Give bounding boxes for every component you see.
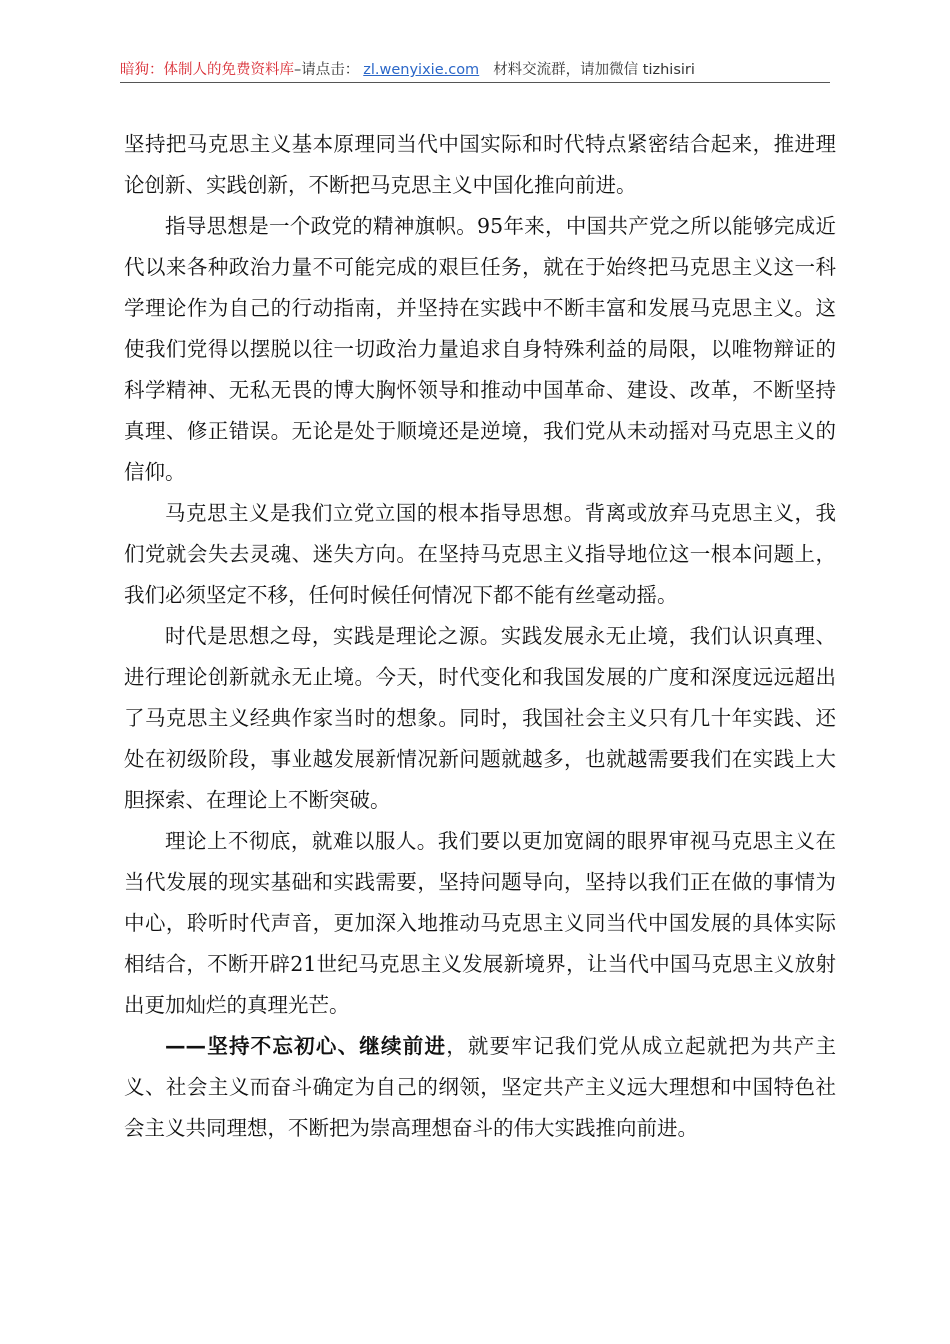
header-brand: 暗狗：体制人的免费资料库 <box>120 62 294 78</box>
paragraph-text: ，就要牢记我们党从成立起就把为共产主义、社会主义而奋斗确定为自己的纲领，坚定共产主义远大理想和中国特色社会主义共同理想，不断把为崇高理想奋斗的伟大实践推向前进。 <box>124 1034 837 1140</box>
article-body <box>124 124 836 1149</box>
header-wechat-note: 材料交流群，请加微信 tizhisiri <box>493 62 695 78</box>
header-click-prompt: –请点击： <box>294 62 360 78</box>
paragraph: 指导思想是一个政党的精神旗帜。95年来，中国共产党之所以能够完成近代以来各种政治力量不可能完成的艰巨任务，就在于始终把马克思主义这一科学理论作为自己的行动指南，并坚持在实践中不断丰富和发展马克思主义。这使我们党得以摆脱以往一切政治力量追求自身特殊利益的局限，以唯物辩证的科学精神、无私无畏的博大胸怀领导和推动中国革命、建设、改革，不断坚持真理、修正错误。无论是处于顺境还是逆境，我们党从未动摇对马克思主义的信仰。 <box>124 214 836 484</box>
paragraph-continued: 坚持把马克思主义基本原理同当代中国实际和时代特点紧密结合起来，推进理论创新、实践创新，不断把马克思主义中国化推向前进。 <box>124 132 836 197</box>
header-link[interactable]: zl.wenyixie.com <box>363 62 480 78</box>
bold-lead: ——坚持不忘初心、继续前进 <box>165 1034 447 1058</box>
paragraph: 马克思主义是我们立党立国的根本指导思想。背离或放弃马克思主义，我们党就会失去灵魂、迷失方向。在坚持马克思主义指导地位这一根本问题上，我们必须坚定不移，任何时候任何情况下都不能有丝毫动摇。 <box>124 501 836 607</box>
paragraph-section-lead <box>124 1026 836 1149</box>
header-divider <box>120 82 830 83</box>
paragraph: 时代是思想之母，实践是理论之源。实践发展永无止境，我们认识真理、进行理论创新就永无止境。今天，时代变化和我国发展的广度和深度远远超出了马克思主义经典作家当时的想象。同时，我国社会主义只有几十年实践、还处在初级阶段，事业越发展新情况新问题就越多，也就越需要我们在实践上大胆探索、在理论上不断突破。 <box>124 624 836 812</box>
paragraph: 理论上不彻底，就难以服人。我们要以更加宽阔的眼界审视马克思主义在当代发展的现实基础和实践需要，坚持问题导向，坚持以我们正在做的事情为中心，聆听时代声音，更加深入地推动马克思主义同当代中国发展的具体实际相结合，不断开辟21世纪马克思主义发展新境界，让当代中国马克思主义放射出更加灿烂的真理光芒。 <box>124 829 836 1017</box>
page-header <box>120 58 830 82</box>
